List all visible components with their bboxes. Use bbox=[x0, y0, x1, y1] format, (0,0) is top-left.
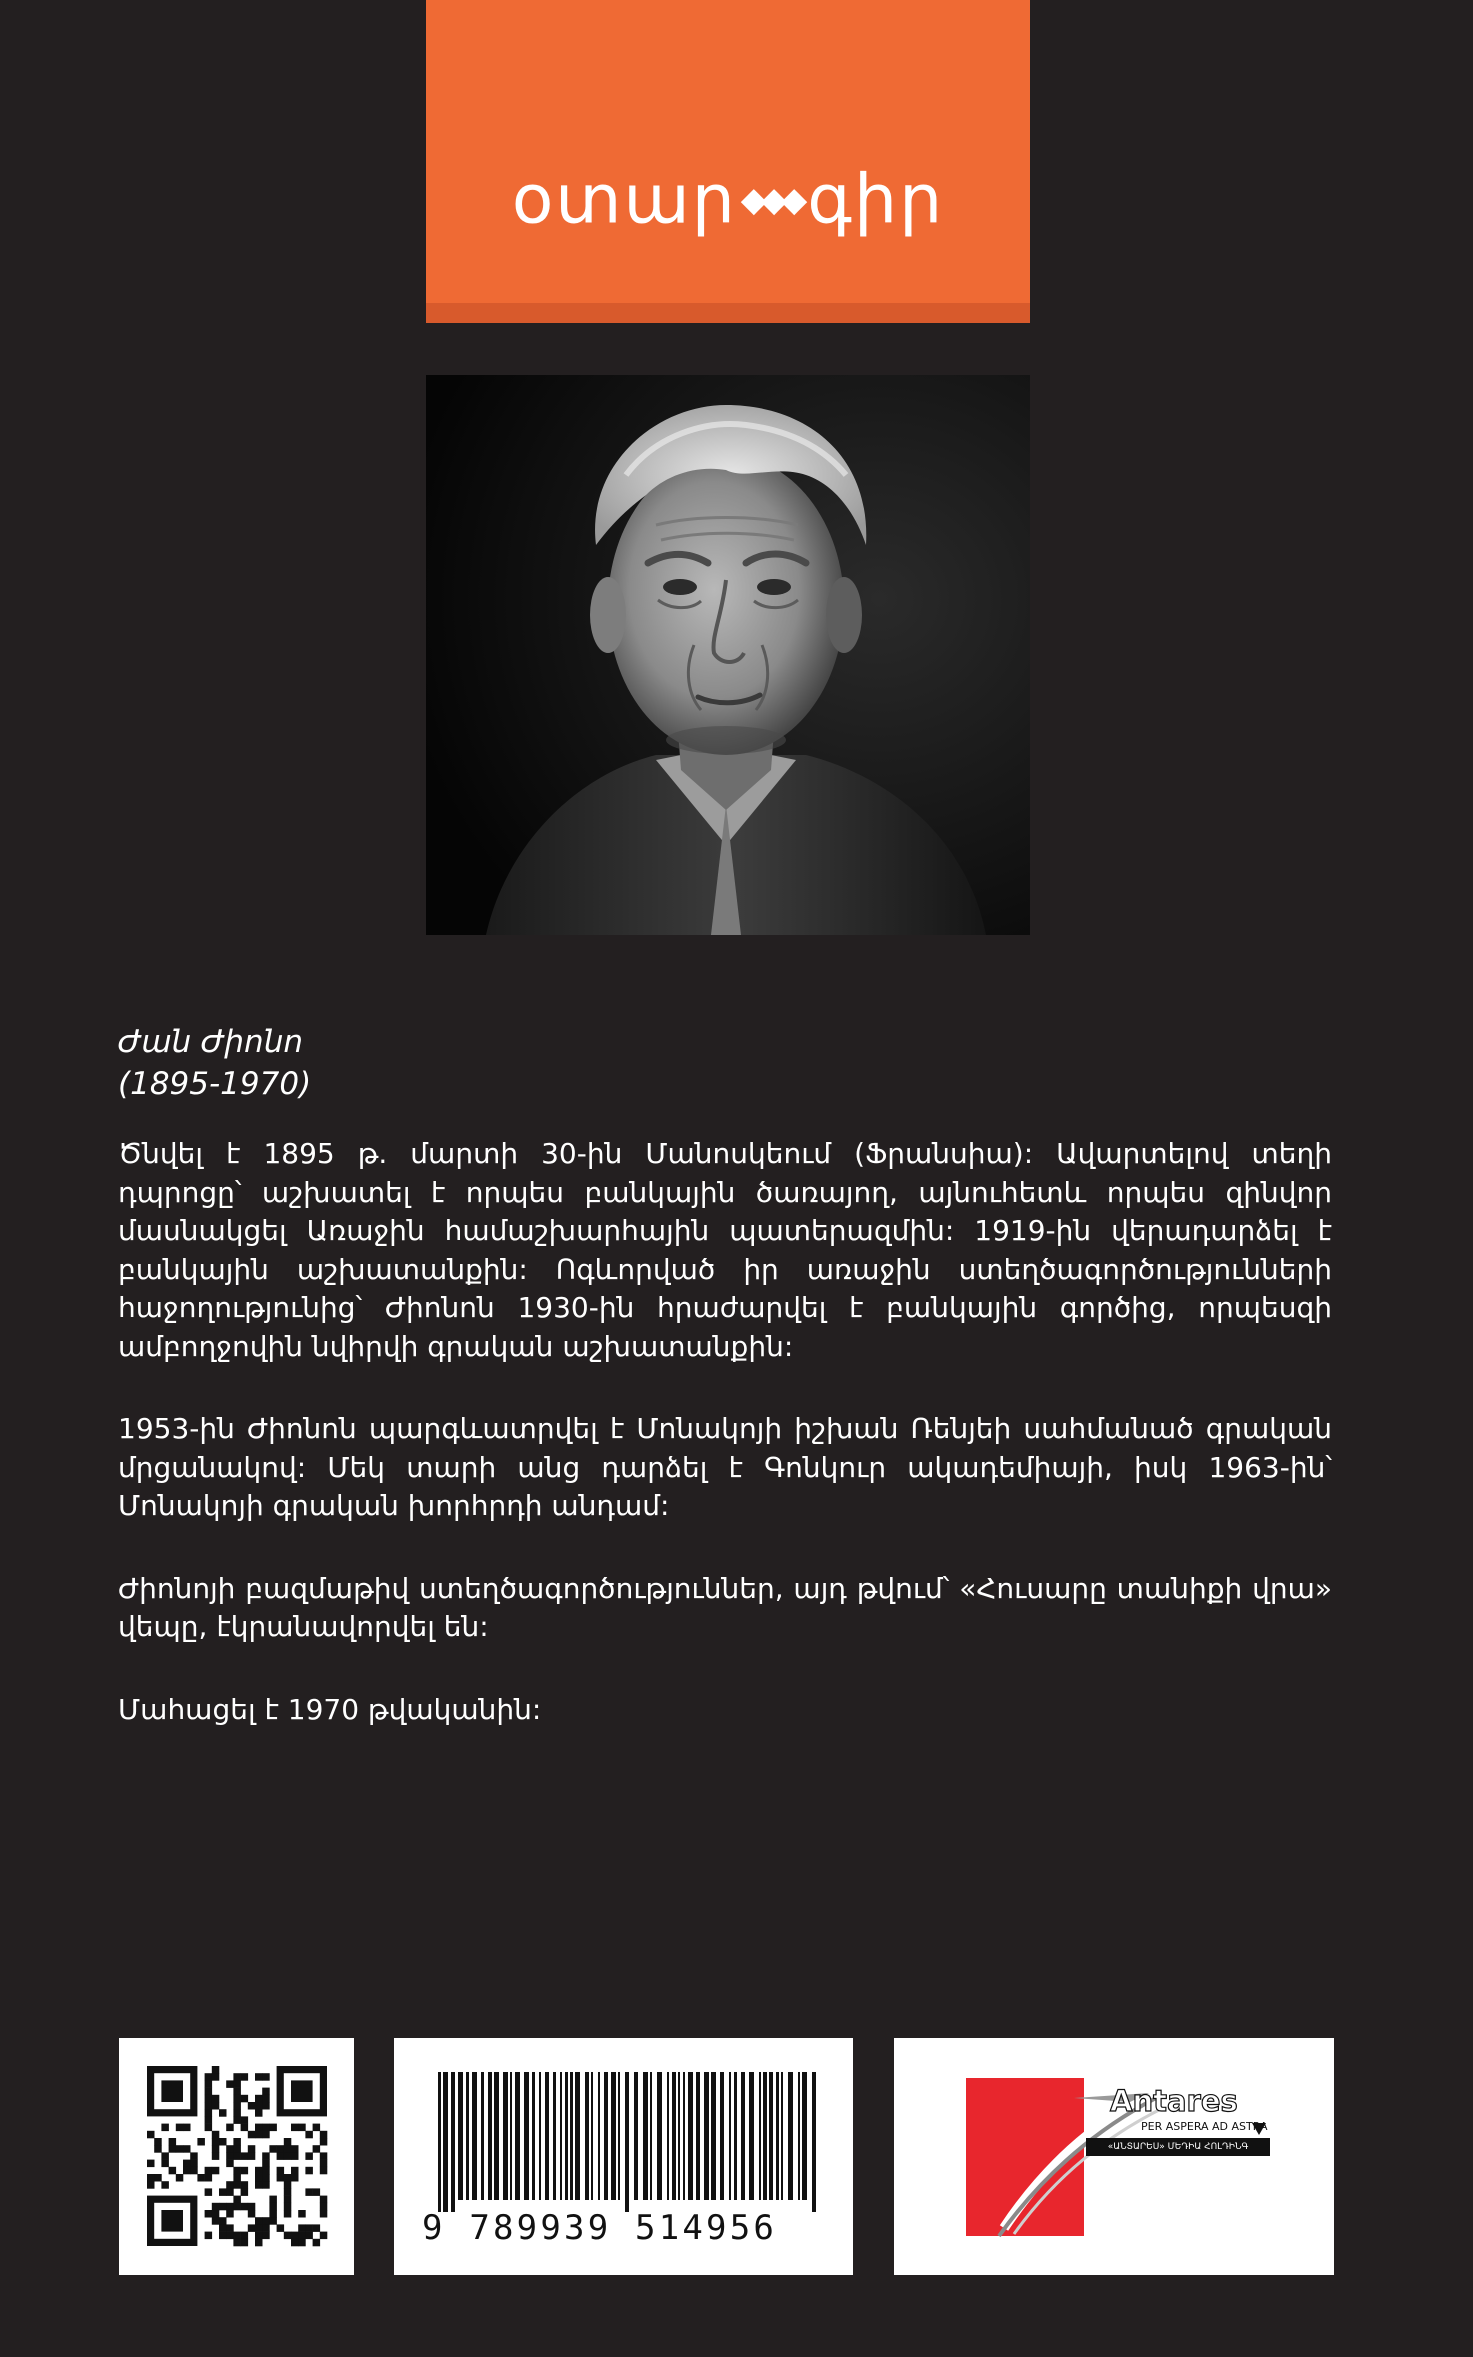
publisher-logo bbox=[894, 2038, 1334, 2275]
publisher-emblem-icon bbox=[894, 2038, 1334, 2275]
qr-code-icon bbox=[119, 2038, 354, 2275]
isbn-number: 9 789939 514956 bbox=[422, 2208, 778, 2248]
publisher-tagline: «ԱՆՏԱՐԵՍ» ՄԵԴԻԱ ՀՈԼԴԻՆԳ bbox=[1086, 2138, 1270, 2156]
publisher-motto: PER ASPERA AD ASTRA bbox=[1141, 2120, 1268, 2133]
qr-code bbox=[119, 2038, 354, 2275]
bio-paragraph: 1953-ին Ժիոնոն պարգևատրվել է Մոնակոյի իշխան Ռենյեի սահմանած գրական մրցանակով: Մեկ տարի անց դարձել է Գոնկուր ակադեմիայի, իսկ 1963-ին՝ Մոնակոյի գրական խորհրդի անդամ: bbox=[118, 1412, 1332, 1522]
publisher-name: Antares bbox=[1110, 2084, 1238, 2118]
author-biography bbox=[118, 1135, 1332, 1773]
author-portrait-illustration bbox=[426, 375, 1030, 935]
bio-paragraph: Ծնվել է 1895 թ. մարտի 30-ին Մանոսկեում (Ֆրանսիա): Ավարտելով տեղի դպրոցը՝ աշխատել է որպես բանկային ծառայող, այնուհետև որպես զինվոր մասնակցել Առաջին համաշխարհային պատերազմին: 1919-ին վերադարձել է բանկային աշխատանքին: Ոգևորված իր առաջին ստեղծագործությունների հաջողությունից՝ Ժիոնոն 1930-ին հրաժարվել է բանկային գործից, որպեսզի ամբողջովին նվիրվի գրական աշխատանքին: bbox=[118, 1137, 1332, 1363]
bio-paragraph: Ժիոնոյի բազմաթիվ ստեղծագործություններ, այդ թվում՝ «Հուսարը տանիքի վրա» վեպը, էկրանավորվել են: bbox=[118, 1571, 1332, 1643]
author-photo bbox=[426, 375, 1030, 935]
author-name: Ժան Ժիոնո bbox=[118, 1024, 304, 1060]
series-banner bbox=[426, 0, 1030, 323]
author-years: (1895-1970) bbox=[118, 1066, 312, 1102]
diamond-ornament-icon: ◆◆◆ bbox=[740, 180, 802, 220]
series-title bbox=[426, 160, 1030, 248]
series-title-left: օտար bbox=[511, 160, 737, 240]
bio-paragraph: Մահացել է 1970 թվականին: bbox=[118, 1692, 542, 1726]
isbn-barcode bbox=[394, 2038, 853, 2275]
series-title-right: գիր bbox=[807, 160, 945, 240]
